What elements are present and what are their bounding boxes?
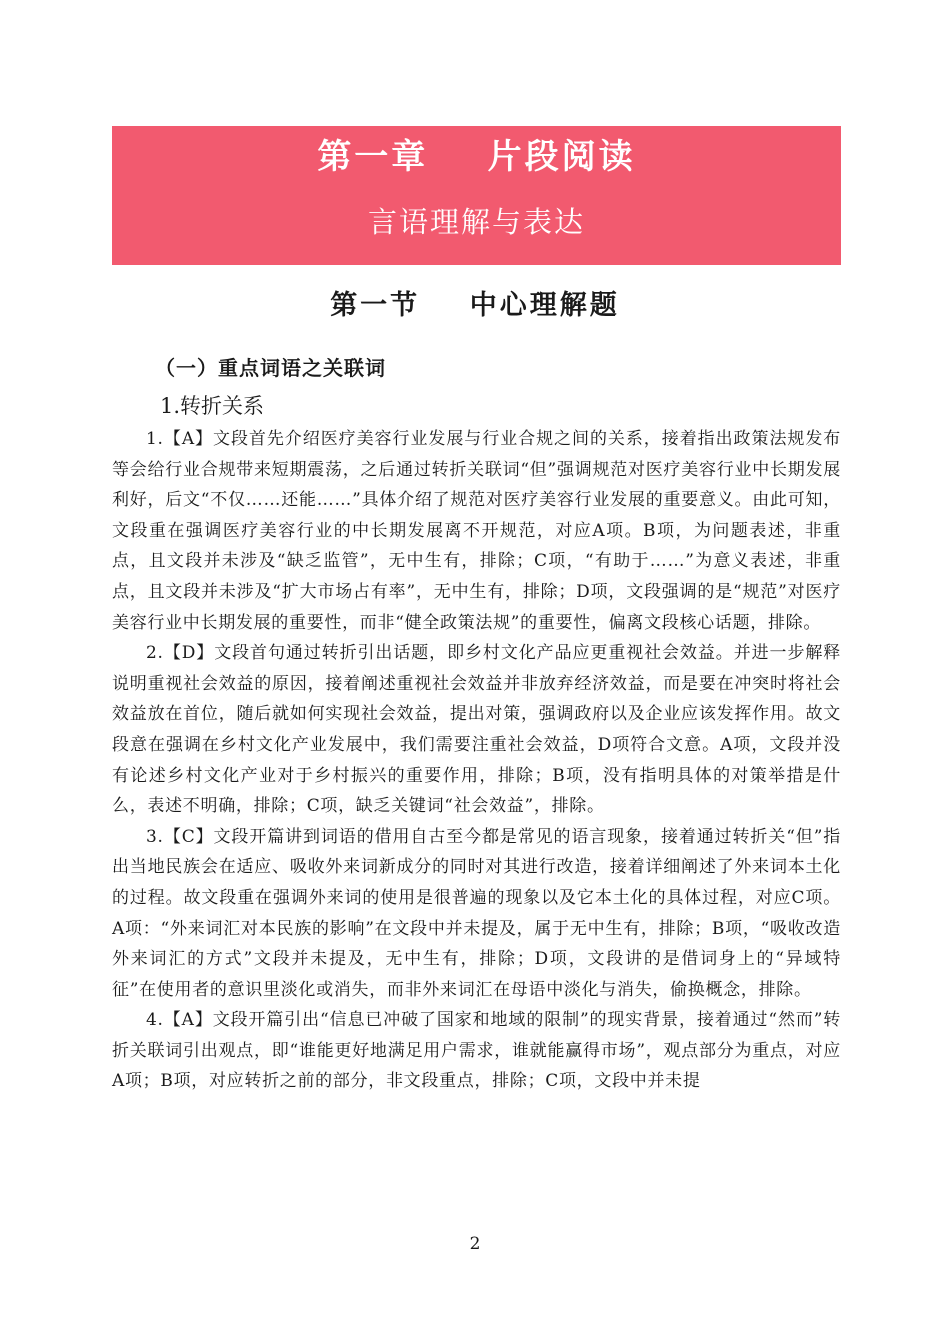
answer-explanations — [112, 424, 841, 1097]
answer-paragraph-4: 4.【A】文段开篇引出“信息已冲破了国家和地域的限制”的现实背景，接着通过“然而”转折关联词引出观点，即“谁能更好地满足用户需求，谁就能赢得市场”，观点部分为重点，对应A项；B项，对应转折之前的部分，非文段重点，排除；C项，文段中并未提 — [112, 1010, 841, 1092]
page-number: 2 — [469, 1234, 481, 1254]
subheading-contrast-relation: 1.转折关系 — [160, 394, 265, 418]
chapter-subtitle: 言语理解与表达 — [367, 205, 585, 239]
answer-paragraph-2: 2.【D】文段首句通过转折引出话题，即乡村文化产品应更重视社会效益。并进一步解释说明重视社会效益的原因，接着阐述重视社会效益并非放弃经济效益，而是要在冲突时将社会效益放在首位，随后就如何实现社会效益，提出对策，强调政府以及企业应该发挥作用。故文段意在强调在乡村文化产业发展中，我们需要注重社会效益，D项符合文意。A项，文段并没有论述乡村文化产业对于乡村振兴的重要作用，排除；B项，没有指明具体的对策举措是什么，表述不明确，排除；C项，缺乏关键词“社会效益”，排除。 — [112, 643, 841, 817]
answer-paragraph-1: 1.【A】文段首先介绍医疗美容行业发展与行业合规之间的关系，接着指出政策法规发布等会给行业合规带来短期震荡，之后通过转折关联词“但”强调规范对医疗美容行业中长期发展利好，后文“不仅……还能……”具体介绍了规范对医疗美容行业发展的重要意义。由此可知，文段重在强调医疗美容行业的中长期发展离不开规范，对应A项。B项，为问题表述，非重点，且文段并未涉及“缺乏监管”，无中生有，排除；C项，“有助于……”为意义表述，非重点，且文段并未涉及“扩大市场占有率”，无中生有，排除；D项，文段强调的是“规范”对医疗美容行业中长期发展的重要性，而非“健全政策法规”的重要性，偏离文段核心话题，排除。 — [112, 429, 841, 633]
answer-paragraph-3: 3.【C】文段开篇讲到词语的借用自古至今都是常见的语言现象，接着通过转折关“但”指出当地民族会在适应、吸收外来词新成分的同时对其进行改造，接着详细阐述了外来词本土化的过程。故文段重在强调外来词的使用是很普遍的现象以及它本土化的具体过程，对应C项。A项：“外来词汇对本民族的影响”在文段中并未提及，属于无中生有，排除；B项，“吸收改造外来词汇的方式”文段并未提及，无中生有，排除；D项，文段讲的是借词身上的“异域特征”在使用者的意识里淡化或消失，而非外来词汇在母语中淡化与消失，偷换概念，排除。 — [112, 826, 841, 1000]
subheading-keywords: （一）重点词语之关联词 — [155, 356, 386, 380]
chapter-title: 第一章 片段阅读 — [317, 137, 636, 177]
section-title: 第一节 中心理解题 — [330, 290, 620, 321]
chapter-banner — [112, 126, 841, 265]
